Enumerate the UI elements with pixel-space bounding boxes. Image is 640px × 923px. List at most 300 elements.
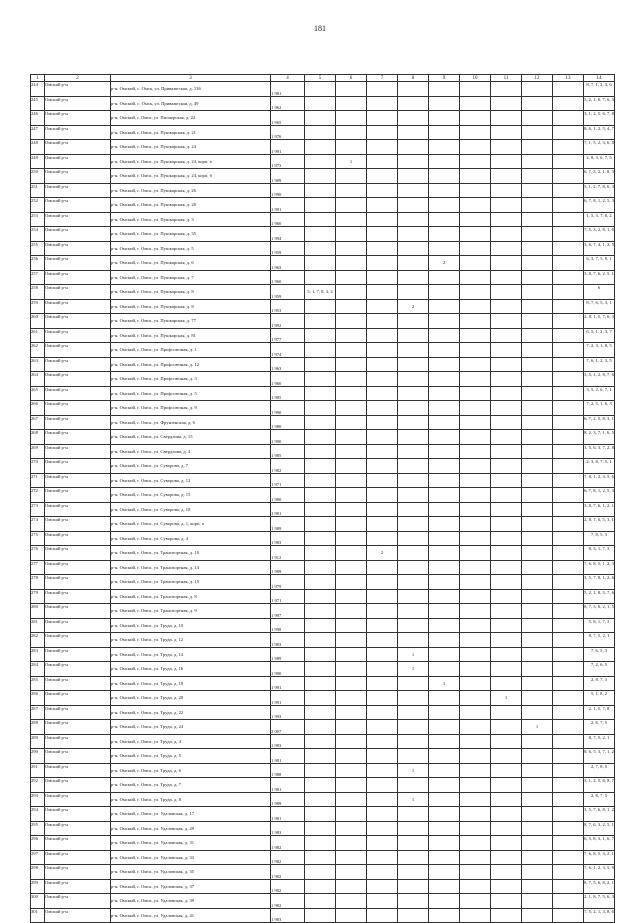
row-number-cell: 294 [31, 807, 45, 822]
column-10-cell [460, 705, 491, 720]
year-cell: 1 971 [271, 473, 305, 488]
column-10-cell [460, 357, 491, 372]
table-row [31, 256, 615, 271]
table-row [31, 575, 615, 590]
district-cell: Омский р-н [45, 198, 111, 213]
sequence-cell: 8, 7, 1, 2, 3, 6 [584, 82, 615, 97]
column-7-cell [367, 705, 398, 720]
table-row [31, 546, 615, 561]
column-13-cell [553, 343, 584, 358]
column-6-cell [336, 589, 367, 604]
year-cell: 1 981 [271, 502, 305, 517]
column-6-cell [336, 401, 367, 416]
column-8-cell [398, 82, 429, 97]
district-cell: Омский р-н [45, 401, 111, 416]
column-10-cell [460, 343, 491, 358]
row-number-cell: 267 [31, 415, 45, 430]
sequence-cell: 2, 8, 7, 6, 5, 3, 1 [584, 517, 615, 532]
column-7-cell [367, 183, 398, 198]
column-10-cell [460, 546, 491, 561]
column-9-cell [429, 589, 460, 604]
column-12-cell [522, 488, 553, 503]
district-cell: Омский р-н [45, 343, 111, 358]
row-number-cell: 284 [31, 662, 45, 677]
column-9-cell [429, 241, 460, 256]
column-5-cell [305, 241, 336, 256]
column-8-cell [398, 473, 429, 488]
column-5-cell [305, 140, 336, 155]
column-7-cell [367, 285, 398, 300]
row-number-cell: 261 [31, 328, 45, 343]
year-cell: 1 993 [271, 705, 305, 720]
column-12-cell [522, 560, 553, 575]
sequence-cell: 5, 2, 1, 8, 3, 7, 6 [584, 589, 615, 604]
row-number-cell: 281 [31, 618, 45, 633]
column-7-cell [367, 662, 398, 677]
column-8-cell [398, 691, 429, 706]
district-cell: Омский р-н [45, 140, 111, 155]
column-12-cell [522, 154, 553, 169]
row-number-cell: 272 [31, 488, 45, 503]
column-6-cell [336, 111, 367, 126]
year-cell: 1 990 [271, 430, 305, 445]
column-8-cell [398, 879, 429, 894]
table-row [31, 821, 615, 836]
column-11-cell [491, 589, 522, 604]
column-6-cell [336, 807, 367, 822]
column-9-cell [429, 212, 460, 227]
column-9-cell [429, 111, 460, 126]
column-8-cell [398, 444, 429, 459]
column-9-cell [429, 386, 460, 401]
sequence-cell: 3, 1, 2, 5, 6, 7, 8 [584, 111, 615, 126]
column-11-cell [491, 618, 522, 633]
district-cell: Омский р-н [45, 256, 111, 271]
year-cell: 1 989 [271, 647, 305, 662]
column-6-cell [336, 241, 367, 256]
column-5-cell [305, 488, 336, 503]
year-cell: 1 959 [271, 241, 305, 256]
column-10-cell [460, 111, 491, 126]
column-6-cell [336, 140, 367, 155]
column-6-cell [336, 227, 367, 242]
column-7-cell [367, 111, 398, 126]
column-13-cell [553, 154, 584, 169]
address-cell: р-н. Омский, г. Омск, ул. Труда, д. 10 [111, 618, 271, 633]
sequence-cell: 2, 7, 8, 5 [584, 763, 615, 778]
column-11-cell [491, 734, 522, 749]
table-row [31, 488, 615, 503]
sequence-cell: 8, 2, 3, 7, 1, 6, 5 [584, 430, 615, 445]
column-10-cell [460, 778, 491, 793]
column-10-cell [460, 604, 491, 619]
column-10-cell [460, 96, 491, 111]
column-9-cell [429, 488, 460, 503]
column-13-cell [553, 792, 584, 807]
sequence-cell: 7, 6, 1, 2, 3, 5 [584, 357, 615, 372]
table-row [31, 459, 615, 474]
table-row [31, 836, 615, 851]
column-12-cell [522, 82, 553, 97]
column-9-cell [429, 401, 460, 416]
column-6-cell [336, 82, 367, 97]
column-13-cell [553, 328, 584, 343]
column-8-cell [398, 285, 429, 300]
column-header-10: 10 [460, 75, 491, 82]
column-10-cell [460, 734, 491, 749]
column-12-cell [522, 125, 553, 140]
row-number-cell: 256 [31, 256, 45, 271]
address-cell: р-н. Омский, г. Омск, ул. Труда, д. 16 [111, 662, 271, 677]
sequence-cell: 6, 5, 1, 2, 3, 7 [584, 328, 615, 343]
column-7-cell [367, 415, 398, 430]
column-12-cell [522, 270, 553, 285]
column-6-cell [336, 662, 367, 677]
column-11-cell [491, 111, 522, 126]
column-9-cell [429, 154, 460, 169]
column-10-cell [460, 183, 491, 198]
district-cell: Омский р-н [45, 227, 111, 242]
table-row [31, 125, 615, 140]
column-9-cell [429, 198, 460, 213]
address-cell: р-н. Омский, г. Омск, ул. Удаловская, д. 17 [111, 807, 271, 822]
sequence-cell: 7, 1, 5, 2, 3, 6, 8 [584, 140, 615, 155]
sequence-cell: 7, 2, 5, 1, 6, 3 [584, 401, 615, 416]
column-13-cell [553, 386, 584, 401]
row-number-cell: 290 [31, 749, 45, 764]
column-13-cell [553, 720, 584, 735]
district-cell: Омский р-н [45, 676, 111, 691]
column-11-cell [491, 241, 522, 256]
column-12-cell [522, 401, 553, 416]
column-12-cell [522, 575, 553, 590]
column-7-cell [367, 198, 398, 213]
sequence-cell: 8, 7, 5, 2, 1 [584, 633, 615, 648]
column-13-cell [553, 662, 584, 677]
column-10-cell [460, 256, 491, 271]
year-cell: 1 991 [271, 691, 305, 706]
column-6-cell [336, 633, 367, 648]
column-5-cell: 5, 1, 7, 8, 3, 2 [305, 285, 336, 300]
column-8-cell [398, 140, 429, 155]
column-9-cell [429, 720, 460, 735]
column-11-cell [491, 96, 522, 111]
column-11-cell [491, 473, 522, 488]
table-row [31, 807, 615, 822]
column-12-cell [522, 531, 553, 546]
column-12-cell [522, 662, 553, 677]
table-row [31, 850, 615, 865]
year-cell: 1 981 [271, 749, 305, 764]
district-cell: Омский р-н [45, 270, 111, 285]
column-13-cell [553, 575, 584, 590]
column-13-cell [553, 778, 584, 793]
address-cell: р-н. Омский, г. Омск, ул. Труда, д. 18 [111, 676, 271, 691]
address-cell: р-н. Омский, г. Омск, ул. Удаловская, д. 29 [111, 821, 271, 836]
column-7-cell [367, 270, 398, 285]
column-13-cell [553, 270, 584, 285]
column-12-cell [522, 227, 553, 242]
column-13-cell [553, 908, 584, 923]
district-cell: Омский р-н [45, 444, 111, 459]
column-11-cell [491, 212, 522, 227]
page-number: 181 [314, 24, 326, 33]
column-5-cell [305, 430, 336, 445]
column-8-cell [398, 357, 429, 372]
district-cell: Омский р-н [45, 908, 111, 923]
column-12-cell [522, 430, 553, 445]
column-10-cell [460, 430, 491, 445]
sequence-cell: 6, 7, 5, 2, 1, 8, 3 [584, 169, 615, 184]
year-cell: 1 985 [271, 386, 305, 401]
address-cell: р-н. Омский, г. Омск, ул. Пушкарская, д. 3 [111, 212, 271, 227]
column-5-cell [305, 633, 336, 648]
column-9-cell [429, 183, 460, 198]
column-10-cell [460, 908, 491, 923]
year-cell: 1 992 [271, 314, 305, 329]
column-11-cell [491, 850, 522, 865]
column-13-cell [553, 633, 584, 648]
row-number-cell: 252 [31, 198, 45, 213]
address-cell: р-н. Омский, г. Омск, ул. Пушкарская, д. 81 [111, 328, 271, 343]
column-11-cell [491, 908, 522, 923]
column-6-cell [336, 734, 367, 749]
column-6-cell [336, 169, 367, 184]
column-13-cell [553, 125, 584, 140]
address-cell: р-н. Омский, г. Омск, ул. Профсоюзная, д. 3 [111, 372, 271, 387]
year-cell: 1 989 [271, 169, 305, 184]
column-7-cell: 2 [367, 546, 398, 561]
table-row [31, 749, 615, 764]
address-cell: р-н. Омский, г. Омск, ул. Пионерская, д. 22 [111, 111, 271, 126]
column-8-cell [398, 604, 429, 619]
table-row [31, 357, 615, 372]
column-10-cell [460, 299, 491, 314]
column-6-cell [336, 531, 367, 546]
column-12-cell [522, 691, 553, 706]
column-12-cell: 1 [522, 720, 553, 735]
row-number-cell: 300 [31, 894, 45, 909]
column-9-cell [429, 357, 460, 372]
column-7-cell [367, 357, 398, 372]
column-13-cell [553, 647, 584, 662]
column-8-cell [398, 575, 429, 590]
column-10-cell [460, 82, 491, 97]
column-7-cell [367, 633, 398, 648]
sequence-cell: 8, 7, 6, 5, 3, 1 [584, 299, 615, 314]
column-6-cell [336, 720, 367, 735]
column-5-cell [305, 778, 336, 793]
column-13-cell [553, 82, 584, 97]
column-13-cell [553, 212, 584, 227]
column-10-cell [460, 314, 491, 329]
column-13-cell [553, 299, 584, 314]
address-cell: р-н. Омский, г. Омск, ул. Суворова, д. 1, корп. а [111, 517, 271, 532]
column-8-cell [398, 372, 429, 387]
sequence-cell: 8, 6, 5, 3, 7, 1, 2 [584, 749, 615, 764]
column-13-cell [553, 807, 584, 822]
sequence-cell: 5, 1, 8, 2 [584, 691, 615, 706]
address-cell: р-н. Омский, с. Омск, ул. Приважеская, д. 136 [111, 82, 271, 97]
column-9-cell [429, 169, 460, 184]
housing-register-table [30, 74, 615, 923]
column-5-cell [305, 807, 336, 822]
column-8-cell [398, 328, 429, 343]
column-6-cell [336, 676, 367, 691]
district-cell: Омский р-н [45, 821, 111, 836]
column-6-cell [336, 502, 367, 517]
column-5-cell [305, 96, 336, 111]
column-10-cell [460, 865, 491, 880]
column-9-cell [429, 125, 460, 140]
column-8-cell [398, 894, 429, 909]
row-number-cell: 273 [31, 502, 45, 517]
column-5-cell [305, 560, 336, 575]
address-cell: р-н. Омский, г. Омск, ул. Фрунзенская, д. 6 [111, 415, 271, 430]
column-11-cell [491, 720, 522, 735]
column-5-cell [305, 198, 336, 213]
column-6-cell [336, 546, 367, 561]
year-cell: 1 971 [271, 589, 305, 604]
column-5-cell [305, 589, 336, 604]
column-8-cell [398, 256, 429, 271]
column-12-cell [522, 140, 553, 155]
column-12-cell [522, 792, 553, 807]
column-7-cell [367, 299, 398, 314]
column-9-cell [429, 705, 460, 720]
column-8-cell [398, 386, 429, 401]
address-cell: р-н. Омский, г. Омск, ул. Транспортная, д. 8 [111, 589, 271, 604]
column-6-cell [336, 749, 367, 764]
district-cell: Омский р-н [45, 807, 111, 822]
year-cell: 1 974 [271, 343, 305, 358]
column-13-cell [553, 546, 584, 561]
table-row [31, 444, 615, 459]
column-10-cell [460, 821, 491, 836]
row-number-cell: 258 [31, 285, 45, 300]
column-13-cell [553, 894, 584, 909]
column-12-cell [522, 314, 553, 329]
sequence-cell: 3, 5, 7, 6, 8, 1, 2 [584, 807, 615, 822]
column-11-cell [491, 401, 522, 416]
row-number-cell: 246 [31, 111, 45, 126]
column-13-cell [553, 96, 584, 111]
address-cell: р-н. Омский, г. Омск, ул. Транспортная, д. 10 [111, 546, 271, 561]
table-row [31, 473, 615, 488]
year-cell: 1 990 [271, 401, 305, 416]
table-body [31, 82, 615, 923]
column-7-cell [367, 575, 398, 590]
column-9-cell: 1 [429, 676, 460, 691]
column-12-cell [522, 111, 553, 126]
column-12-cell [522, 749, 553, 764]
column-6-cell: 1 [336, 154, 367, 169]
column-11-cell [491, 531, 522, 546]
address-cell: р-н. Омский, г. Омск, ул. Профсоюзная, д. 9 [111, 401, 271, 416]
year-cell: 1 965 [271, 111, 305, 126]
column-7-cell [367, 82, 398, 97]
year-cell: 1 973 [271, 154, 305, 169]
column-8-cell [398, 749, 429, 764]
column-5-cell [305, 720, 336, 735]
row-number-cell: 293 [31, 792, 45, 807]
column-12-cell [522, 850, 553, 865]
sequence-cell: 5, 8, 1, 7, 3 [584, 618, 615, 633]
column-13-cell [553, 198, 584, 213]
year-cell: 1 989 [271, 517, 305, 532]
column-8-cell [398, 430, 429, 445]
column-12-cell [522, 343, 553, 358]
column-7-cell [367, 314, 398, 329]
column-8-cell [398, 502, 429, 517]
table-row [31, 140, 615, 155]
column-9-cell [429, 82, 460, 97]
column-8-cell [398, 183, 429, 198]
column-12-cell [522, 676, 553, 691]
column-10-cell [460, 241, 491, 256]
column-8-cell [398, 459, 429, 474]
column-9-cell [429, 372, 460, 387]
column-10-cell [460, 575, 491, 590]
column-6-cell [336, 125, 367, 140]
sequence-cell: 7, 6, 8, 5, 3, 2, 1 [584, 850, 615, 865]
column-13-cell [553, 836, 584, 851]
row-number-cell: 254 [31, 227, 45, 242]
table-row [31, 633, 615, 648]
row-number-cell: 251 [31, 183, 45, 198]
table-row [31, 517, 615, 532]
column-9-cell: 2 [429, 256, 460, 271]
column-8-cell [398, 821, 429, 836]
year-cell: 1 982 [271, 850, 305, 865]
row-number-cell: 277 [31, 560, 45, 575]
table-row [31, 531, 615, 546]
year-cell: 1 983 [271, 908, 305, 923]
year-cell: 1 990 [271, 662, 305, 677]
year-cell: 1 983 [271, 821, 305, 836]
table-row [31, 430, 615, 445]
district-cell: Омский р-н [45, 734, 111, 749]
address-cell: р-н. Омский, г. Омск, ул. Суворова, д. 7 [111, 459, 271, 474]
column-9-cell [429, 444, 460, 459]
column-11-cell [491, 647, 522, 662]
row-number-cell: 268 [31, 430, 45, 445]
column-10-cell [460, 459, 491, 474]
column-6-cell [336, 444, 367, 459]
sequence-cell: 7, 6, 1, 2, 3, 5, 8 [584, 865, 615, 880]
column-13-cell [553, 357, 584, 372]
column-5-cell [305, 401, 336, 416]
table-row [31, 792, 615, 807]
column-11-cell [491, 575, 522, 590]
column-10-cell [460, 618, 491, 633]
column-5-cell [305, 676, 336, 691]
column-10-cell [460, 807, 491, 822]
column-12-cell [522, 357, 553, 372]
column-7-cell [367, 96, 398, 111]
column-10-cell [460, 633, 491, 648]
year-cell: 1 976 [271, 125, 305, 140]
column-6-cell [336, 270, 367, 285]
column-10-cell [460, 894, 491, 909]
column-12-cell [522, 894, 553, 909]
column-13-cell [553, 372, 584, 387]
column-7-cell [367, 241, 398, 256]
table-row [31, 618, 615, 633]
column-11-cell [491, 372, 522, 387]
column-header-1: 1 [31, 75, 45, 82]
district-cell: Омский р-н [45, 111, 111, 126]
